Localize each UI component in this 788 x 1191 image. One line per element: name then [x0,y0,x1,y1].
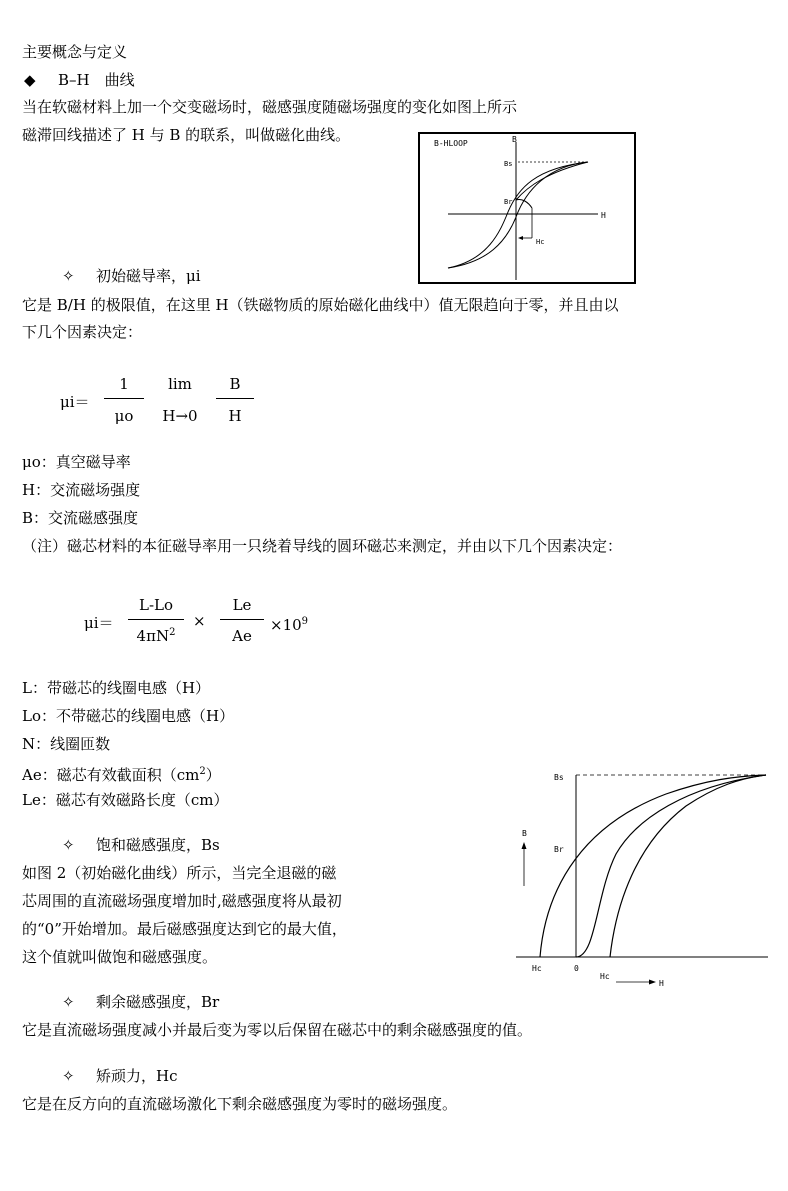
formula1-lim: lim [168,375,192,393]
def-lo: Lo：不带磁芯的线圈电感（H） [22,707,235,725]
figure2-hc-left: Hc [532,964,542,973]
formula1-numerator-2: B [229,375,241,393]
bs-text-line-4: 这个值就叫做饱和磁感强度。 [22,948,218,966]
mui-bullet: ✧ [62,267,75,285]
br-text: 它是直流磁场强度减小并最后变为零以后保留在磁芯中的剩余磁感强度的值。 [22,1021,533,1039]
def-h: H：交流磁场强度 [22,481,141,499]
formula1-lim-sub: H→0 [162,407,198,425]
formula1-lhs: μi＝ [60,393,90,411]
def-ae [22,763,221,784]
def-ae-exp: 2 [199,766,206,777]
intro-line-1: 当在软磁材料上加一个交变磁场时，磁感强度随磁场强度的变化如图上所示 [22,98,518,116]
def-b: B：交流磁感强度 [22,509,139,527]
note-line: （注）磁芯材料的本征磁导率用一只绕着导线的圆环磁芯来测定，并由以下几个因素决定： [22,537,623,555]
formula1-numerator-1: 1 [119,375,129,393]
formula1-denominator-2: H [228,407,242,425]
formula1-fraction-bar-2 [216,398,254,399]
formula2-numerator-1: L-Lo [138,596,174,614]
initial-magnetization-figure [516,764,772,994]
def-l: L：带磁芯的线圈电感（H） [22,679,211,697]
figure1-hc-label: Hc [536,238,545,246]
mui-title: 初始磁导率，μi [96,267,201,285]
bs-bullet: ✧ [62,836,75,854]
bs-title: 饱和磁感强度，Bs [96,836,220,854]
def-ae-text: Ae：磁芯有效截面积（cm [22,766,200,784]
formula2-factor [270,613,308,634]
page-heading: 主要概念与定义 [22,43,128,61]
figure2-h-label: H [659,979,664,988]
formula2-denominator-2: Ae [232,627,252,645]
def-ae-close: ） [205,766,221,784]
bs-text-line-3: 的“0”开始增加。最后磁感强度达到它的最大值， [22,920,347,938]
bh-section-title: B–H 曲线 [58,71,135,89]
figure1-br-label: Br [504,198,513,206]
formula1-fraction-bar-1 [104,398,144,399]
bs-text-line-1: 如图 2（初始磁化曲线）所示，当完全退磁的磁 [22,864,337,882]
mui-text-line-1: 它是 B/H 的极限值，在这里 H（铁磁物质的原始磁化曲线中）值无限趋向于零，并且由以 [22,296,619,314]
br-title: 剩余磁感强度，Br [96,993,220,1011]
def-le: Le：磁芯有效磁路长度（cm） [22,791,229,809]
formula1-denominator-1: μo [114,407,134,425]
formula2-factor-exp: 9 [301,616,309,627]
figure2-hc-right: Hc [600,972,610,981]
figure1-axis-h: H [601,211,606,220]
intro-line-2: 磁滞回线描述了 H 与 B 的联系，叫做磁化曲线。 [22,126,351,144]
hc-text: 它是在反方向的直流磁场激化下剩余磁感强度为零时的磁场强度。 [22,1095,458,1113]
bs-text-line-2: 芯周围的直流磁场强度增加时,磁感强度将从最初 [22,892,342,910]
formula2-times: × [193,612,206,630]
figure2-bs-label: Bs [554,773,564,782]
def-mu0: μo：真空磁导率 [22,453,131,471]
figure1-title: B-HLOOP [434,139,468,148]
figure1-bs-label: Bs [504,160,513,168]
formula2-fraction-bar-2 [220,619,264,620]
hc-bullet: ✧ [62,1067,75,1085]
formula2-den1-exp: 2 [169,627,176,638]
hc-title: 矫顽力，Hc [96,1067,178,1085]
formula2-lhs: μi＝ [84,614,114,632]
bh-loop-figure [418,132,636,284]
mui-text-line-2: 下几个因素决定： [22,323,143,341]
formula2-den1-base: 4πN [136,627,170,645]
br-bullet: ✧ [62,993,75,1011]
formula2-fraction-bar-1 [128,619,184,620]
figure2-br-label: Br [554,845,564,854]
bh-section-bullet: ◆ [24,71,36,89]
formula2-denominator-1 [128,627,184,645]
figure2-zero-label: 0 [574,964,579,973]
figure2-b-label: B [522,829,527,838]
figure1-axis-b: B [512,135,517,144]
formula2-factor-base: ×10 [270,616,302,634]
formula2-numerator-2: Le [232,596,252,614]
def-n: N：线圈匝数 [22,735,111,753]
